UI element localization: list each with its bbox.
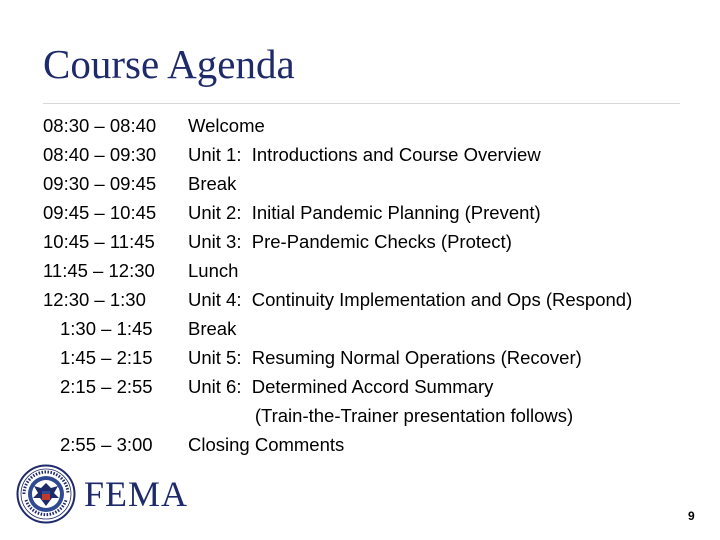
agenda-row [43,199,693,228]
agenda-time: 2:15 – 2:55 [60,376,153,398]
fema-logo [16,464,188,524]
agenda-item: Lunch [188,260,239,282]
agenda-row [43,431,693,460]
agenda-row [43,402,693,431]
fema-wordmark: FEMA [84,474,189,514]
agenda-time: 08:40 – 09:30 [43,144,157,166]
agenda-item: Welcome [188,115,265,137]
agenda-time: 09:45 – 10:45 [43,202,157,224]
agenda-time: 11:45 – 12:30 [43,260,155,282]
agenda-row [43,170,693,199]
agenda-row [43,257,693,286]
agenda-time: 2:55 – 3:00 [60,434,153,456]
agenda-row [43,141,693,170]
agenda-table [43,112,693,460]
agenda-time: 10:45 – 11:45 [43,231,155,253]
agenda-time: 09:30 – 09:45 [43,173,157,195]
agenda-item: Unit 1: Introductions and Course Overview [188,144,541,166]
agenda-item: Unit 5: Resuming Normal Operations (Recover) [188,347,582,369]
agenda-item: Unit 2: Initial Pandemic Planning (Prevent) [188,202,541,224]
agenda-row [43,315,693,344]
agenda-item: Unit 3: Pre-Pandemic Checks (Protect) [188,231,512,253]
agenda-time: 12:30 – 1:30 [43,289,146,311]
agenda-row [43,344,693,373]
agenda-row [43,373,693,402]
agenda-row [43,228,693,257]
agenda-item: Unit 6: Determined Accord Summary [188,376,494,398]
agenda-item: Closing Comments [188,434,345,456]
agenda-item: (Train-the-Trainer presentation follows) [188,405,574,427]
agenda-item: Break [188,173,237,195]
agenda-time: 08:30 – 08:40 [43,115,157,137]
page-number: 9 [688,509,695,523]
agenda-item: Break [188,318,237,340]
agenda-item: Unit 4: Continuity Implementation and Ops (Respond) [188,289,633,311]
agenda-row [43,112,693,141]
dhs-seal-icon [16,464,76,524]
agenda-row [43,286,693,315]
title-divider [43,103,680,104]
slide-title: Course Agenda [43,41,295,87]
agenda-time: 1:30 – 1:45 [60,318,153,340]
agenda-time: 1:45 – 2:15 [60,347,153,369]
